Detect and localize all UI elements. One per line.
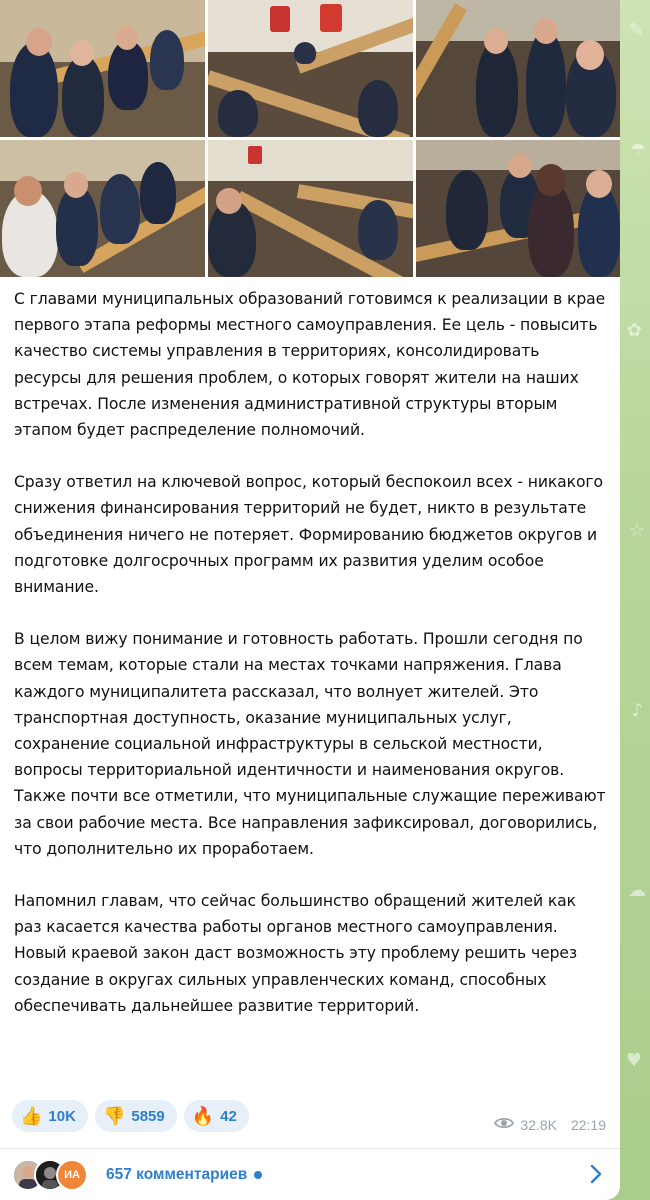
commenter-avatars: [12, 1159, 112, 1191]
view-count: 32.8K: [520, 1116, 557, 1133]
reactions-bar: [12, 1100, 249, 1132]
comments-button[interactable]: [0, 1149, 620, 1200]
album-photo-2[interactable]: [208, 0, 413, 137]
reaction-count: 42: [220, 1107, 237, 1125]
avatar: ИА: [56, 1159, 88, 1191]
post-paragraph-4: Напомнил главам, что сейчас большинство обращений жителей как раз касается качества работы органов местного самоуправления. Новый краевой закон даст возможность эту проблему решить через создание в округах сильных управленческих команд, способных обеспечивать дальнейшее развитие территорий.: [14, 892, 578, 1015]
unread-indicator: [254, 1171, 262, 1179]
reaction-fire[interactable]: [184, 1100, 249, 1132]
album-photo-5[interactable]: [208, 140, 413, 277]
thumbs-up-icon: 👍: [20, 1105, 43, 1126]
comments-count-label: 657 комментариев: [106, 1165, 248, 1183]
thumbs-down-icon: 👎: [102, 1105, 126, 1126]
photo-album[interactable]: [0, 0, 620, 280]
album-photo-1[interactable]: [0, 0, 205, 137]
chat-background-pattern: ✎ ☂ ✿ ☆ ♪ ☁ ♥: [625, 20, 646, 1071]
post-meta: [494, 1116, 606, 1133]
post-paragraph-2: Сразу ответил на ключевой вопрос, который беспокоил всех - никакого снижения финансирования территорий не будет, никто в результате объединения ничего не потеряет. Формированию бюджетов округов и подготовке долгосрочных программ их развития уделим особое внимание.: [14, 473, 603, 597]
reaction-count: 5859: [131, 1107, 165, 1125]
reaction-thumbs-up[interactable]: [12, 1100, 88, 1132]
album-photo-6[interactable]: [416, 140, 620, 277]
eye-icon: [494, 1116, 514, 1133]
reaction-count: 10K: [48, 1107, 76, 1125]
post-paragraph-3: В целом вижу понимание и готовность работать. Прошли сегодня по всем темам, которые стали на местах точками напряжения. Глава каждого муниципалитета рассказал, что волнует жителей. Это транспортная доступность, оказание муниципальных услуг, сохранение социальной инфраструктуры в сельской местности, вопросы территориальной идентичности и наименования округов. Также почти все отметили, что муниципальные служащие переживают за свои рабочие места. Все направления зафиксировал, договорились, что дополнительно их проработаем.: [14, 630, 606, 858]
post-text: [14, 286, 606, 1019]
reaction-thumbs-down[interactable]: [95, 1100, 177, 1132]
fire-icon: 🔥: [191, 1105, 215, 1126]
album-photo-4[interactable]: [0, 140, 205, 277]
album-photo-3[interactable]: [416, 0, 620, 137]
post-time: 22:19: [570, 1116, 606, 1133]
chevron-right-icon: [590, 1164, 602, 1188]
post-paragraph-1: С главами муниципальных образований готовимся к реализации в крае первого этапа реформы местного самоуправления. Ее цель - повысить качество системы управления в территориях, консолидировать ресурсы для решения проблем, о которых говорят жители на наших встречах. После изменения административной структуры вторым этапом будет распределение полномочий.: [14, 290, 606, 440]
